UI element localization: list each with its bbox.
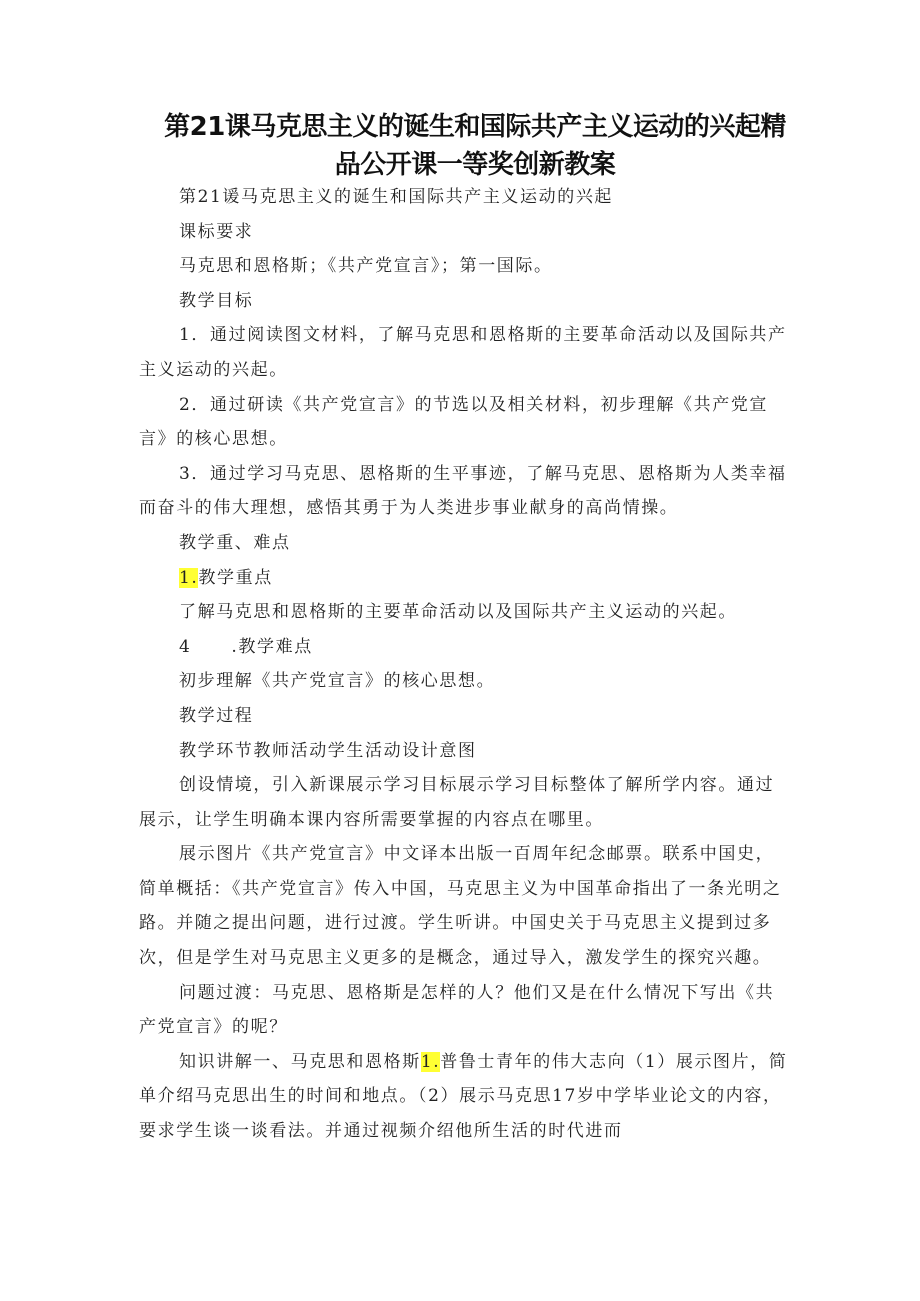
- difficulty-text: 初步理解《共产党宣言》的核心思想。: [179, 671, 496, 692]
- process-paragraph-intro: 创设情境，引入新课展示学习目标展示学习目标整体了解所学内容。通过展示，让学生明确本课内容所需要掌握的内容点在哪里。: [139, 775, 775, 830]
- section-heading-process: 教学过程: [179, 705, 254, 726]
- objective-2: 2．通过研读《共产党宣言》的节选以及相关材料，初步理解《共产党宣言》的核心思想。: [139, 394, 769, 450]
- difficulty-heading: [139, 630, 789, 665]
- key-point-label: 教学重点: [198, 567, 273, 588]
- objective-1: 1．通过阅读图文材料，了解马克思和恩格斯的主要革命活动以及国际共产主义运动的兴起。: [139, 325, 787, 380]
- document-title: 第21课马克思主义的诞生和国际共产主义运动的兴起精品公开课一等奖创新教案: [164, 112, 786, 180]
- section-heading-standards: 课标要求: [179, 221, 254, 242]
- section-heading-key-points: 教学重、难点: [179, 532, 291, 553]
- key-point-heading: [139, 561, 789, 596]
- knowledge-text: 普鲁士青年的伟大志向（1）展示图片，简单介绍马克思出生的时间和地点。（2）展示马克思17岁中学毕业论文的内容，要求学生谈一谈看法。并通过视频介绍他所生活的时代进而: [139, 1051, 788, 1142]
- section-heading-objectives: 教学目标: [179, 290, 254, 311]
- process-table-header: 教学环节教师活动学生活动设计意图: [179, 740, 477, 761]
- process-paragraph-knowledge: [139, 1045, 789, 1149]
- objective-3: 3．通过学习马克思、恩格斯的生平事迹，了解马克思、恩格斯为人类幸福而奋斗的伟大理想，感悟其勇于为人类进步事业献身的高尚情操。: [139, 463, 787, 519]
- lesson-heading: 第21谖马克思主义的诞生和国际共产主义运动的兴起: [179, 187, 614, 207]
- document-body: [139, 180, 789, 1149]
- knowledge-lead: 知识讲解一、马克思和恩格斯: [179, 1051, 421, 1072]
- difficulty-number: 4: [179, 636, 192, 657]
- key-point-text: 了解马克思和恩格斯的主要革命活动以及国际共产主义运动的兴起。: [179, 602, 737, 623]
- difficulty-label: .教学难点: [231, 636, 313, 657]
- process-paragraph-transition: 问题过渡：马克思、恩格斯是怎样的人？他们又是在什么情况下写出《共产党宣言》的呢？: [139, 982, 775, 1038]
- highlighted-number: 1.: [179, 567, 199, 588]
- standards-text: 马克思和恩格斯；《共产党宣言》；第一国际。: [179, 256, 553, 277]
- process-paragraph-stamp: 展示图片《共产党宣言》中文译本出版一百周年纪念邮票。联系中国史，简单概括：《共产党宣言》传入中国，马克思主义为中国革命指出了一条光明之路。并随之提出问题，进行过渡。学生听讲。中国史关于马克思主义提到过多次，但是学生对马克思主义更多的是概念，通过导入，激发学生的探究兴趣。: [139, 844, 782, 969]
- highlighted-number-2: 1.: [420, 1051, 441, 1072]
